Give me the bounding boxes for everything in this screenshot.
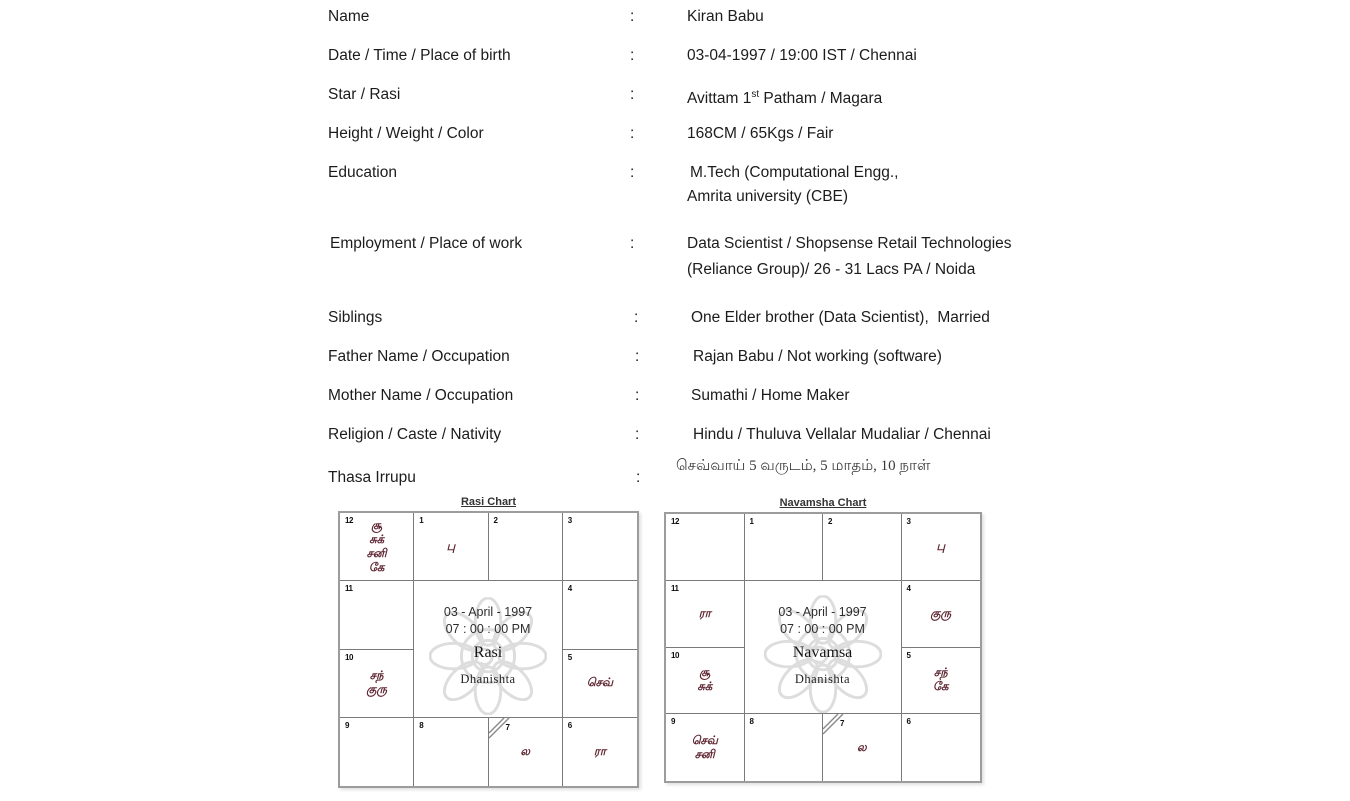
lagna-symbol: ல [520,745,530,758]
rasi-cell-5 [563,650,637,718]
info-value-line2: Amrita university (CBE) [687,188,849,205]
house-number: 10 [671,650,679,660]
planet-list [902,514,981,580]
birth-time: 07 : 00 : 00 PM [780,621,865,636]
chart-name: Navamsa [792,643,853,661]
house-number: 9 [671,717,675,727]
info-value-line2: (Reliance Group)/ 26 - 31 Lacs PA / Noida [687,261,976,278]
planet-mercury: பு [446,540,456,553]
house-number: 10 [345,652,353,662]
rasi-cell-6 [563,718,637,786]
planet-ketu: கே [932,681,949,694]
navamsha-cell-4 [902,581,981,648]
house-number: 7 [505,722,510,732]
navamsha-cell-2 [823,514,902,581]
house-number: 2 [493,516,498,525]
house-number: 8 [749,717,754,727]
rasi-cell-12 [340,513,414,581]
lagna-marker-icon [489,718,515,744]
info-colon: : [636,469,641,486]
planet-list [414,513,487,580]
planet-moon: சந் [369,670,384,683]
info-colon: : [635,387,640,404]
info-label: Thasa Irrupu [328,469,416,486]
info-colon: : [635,426,640,443]
rasi-cell-4 [563,581,637,649]
info-colon: : [634,309,639,326]
planet-sun: சூ [371,519,383,532]
planet-saturn: சனி [694,748,715,761]
house-number: 12 [671,517,679,526]
info-colon: : [630,8,635,25]
info-colon: : [630,86,635,103]
planet-saturn: சனி [366,547,387,560]
info-label: Date / Time / Place of birth [328,47,511,64]
navamsha-cell-1 [745,514,824,581]
navamsha-cell-12 [666,514,745,581]
planet-list [563,718,637,786]
house-number: 5 [567,652,572,662]
navamsha-cell-6 [902,714,981,781]
ordinal-superscript: st [751,89,760,100]
house-number: 6 [906,717,911,727]
info-label: Mother Name / Occupation [328,387,514,404]
info-label: Name [328,8,370,25]
house-number: 4 [567,584,572,594]
planet-mars: செவ் [691,734,718,747]
planet-mercury: பு [936,540,946,553]
navamsha-cell-10 [666,648,745,715]
navamsha-chart-grid [664,512,982,783]
rasi-cell-1 [414,513,488,581]
house-number: 2 [828,517,832,526]
house-number: 3 [567,516,572,525]
planet-moon: சந் [933,667,948,680]
planet-list [902,648,981,714]
planet-sun: சூ [699,667,711,680]
planet-venus: சுக் [369,533,385,546]
info-label: Religion / Caste / Nativity [328,426,502,443]
planet-jupiter: குரு [930,607,952,620]
house-number: 12 [345,516,353,525]
planet-jupiter: குரு [366,684,388,697]
house-number: 9 [345,720,349,730]
planet-rahu: ரா [698,607,711,620]
info-value [687,86,882,107]
info-value-tamil: செவ்வாய் 5 வருடம், 5 மாதம், 10 நாள் [676,458,931,474]
rasi-cell-9 [340,718,414,786]
info-value: Rajan Babu / Not working (software) [693,348,942,365]
info-value: M.Tech (Computational Engg., [690,164,899,181]
birth-date: 03 - April - 1997 [778,604,867,619]
planet-venus: சுக் [697,681,713,694]
house-number: 1 [419,516,424,525]
info-colon: : [630,164,635,181]
navamsha-chart [664,497,982,783]
planet-rahu: ரா [593,745,606,758]
info-label: Star / Rasi [328,86,401,103]
house-number: 6 [567,720,572,730]
planet-list [563,650,637,717]
navamsha-cell-8 [745,714,824,781]
house-number: 5 [906,650,911,660]
rasi-cell-2 [489,513,563,581]
rasi-cell-8 [414,718,488,786]
info-value: Kiran Babu [687,8,764,25]
rasi-chart-title: Rasi Chart [460,496,517,508]
navamsha-cell-3 [902,514,981,581]
planet-list [666,714,744,781]
info-colon: : [630,235,635,252]
info-value: Hindu / Thuluva Vellalar Mudaliar / Chennai [693,426,991,443]
house-number: 11 [345,584,353,594]
info-label: Education [328,164,397,181]
rasi-chart [338,496,639,788]
info-label: Height / Weight / Color [328,125,484,142]
rasi-cell-11 [340,581,414,649]
info-value: Sumathi / Home Maker [691,387,850,404]
info-label: Employment / Place of work [330,235,523,252]
planet-list [902,581,981,647]
house-number: 1 [749,517,754,526]
rasi-cell-10 [340,650,414,718]
rasi-cell-3 [563,513,637,581]
info-value-part: Patham / Magara [759,90,883,108]
house-number: 8 [419,720,424,730]
info-colon: : [635,348,640,365]
info-label: Siblings [328,309,383,326]
birth-time: 07 : 00 : 00 PM [445,622,531,637]
rasi-chart-center [414,581,563,718]
planet-ketu: கே [368,561,385,574]
rasi-chart-grid [338,511,639,788]
rasi-cell-7-lagna [489,718,563,786]
navamsha-cell-7-lagna [823,714,902,781]
info-value: One Elder brother (Data Scientist), Married [691,309,990,326]
navamsha-cell-5 [902,648,981,715]
house-number: 3 [906,517,911,526]
chart-name: Rasi [473,644,503,662]
nakshatra-name: Dhanishta [460,672,516,687]
planet-mars: செவ் [586,677,614,690]
info-label: Father Name / Occupation [328,348,510,365]
info-colon: : [630,125,635,142]
navamsha-chart-center [745,581,902,715]
house-number: 11 [671,583,679,593]
nakshatra-name: Dhanishta [794,671,851,686]
house-number: 7 [840,719,844,729]
birth-date: 03 - April - 1997 [443,605,533,620]
navamsha-chart-title: Navamsha Chart [779,497,867,509]
house-number: 4 [906,583,911,593]
info-value: 168CM / 65Kgs / Fair [687,125,834,142]
navamsha-cell-11 [666,581,745,648]
info-value: Data Scientist / Shopsense Retail Technologies [687,235,1012,252]
info-colon: : [630,47,635,64]
lagna-symbol: ல [856,741,867,754]
lagna-marker-icon [823,714,849,740]
navamsha-cell-9 [666,714,745,781]
info-value: 03-04-1997 / 19:00 IST / Chennai [687,47,917,64]
info-value-part: Avittam 1 [687,90,752,108]
